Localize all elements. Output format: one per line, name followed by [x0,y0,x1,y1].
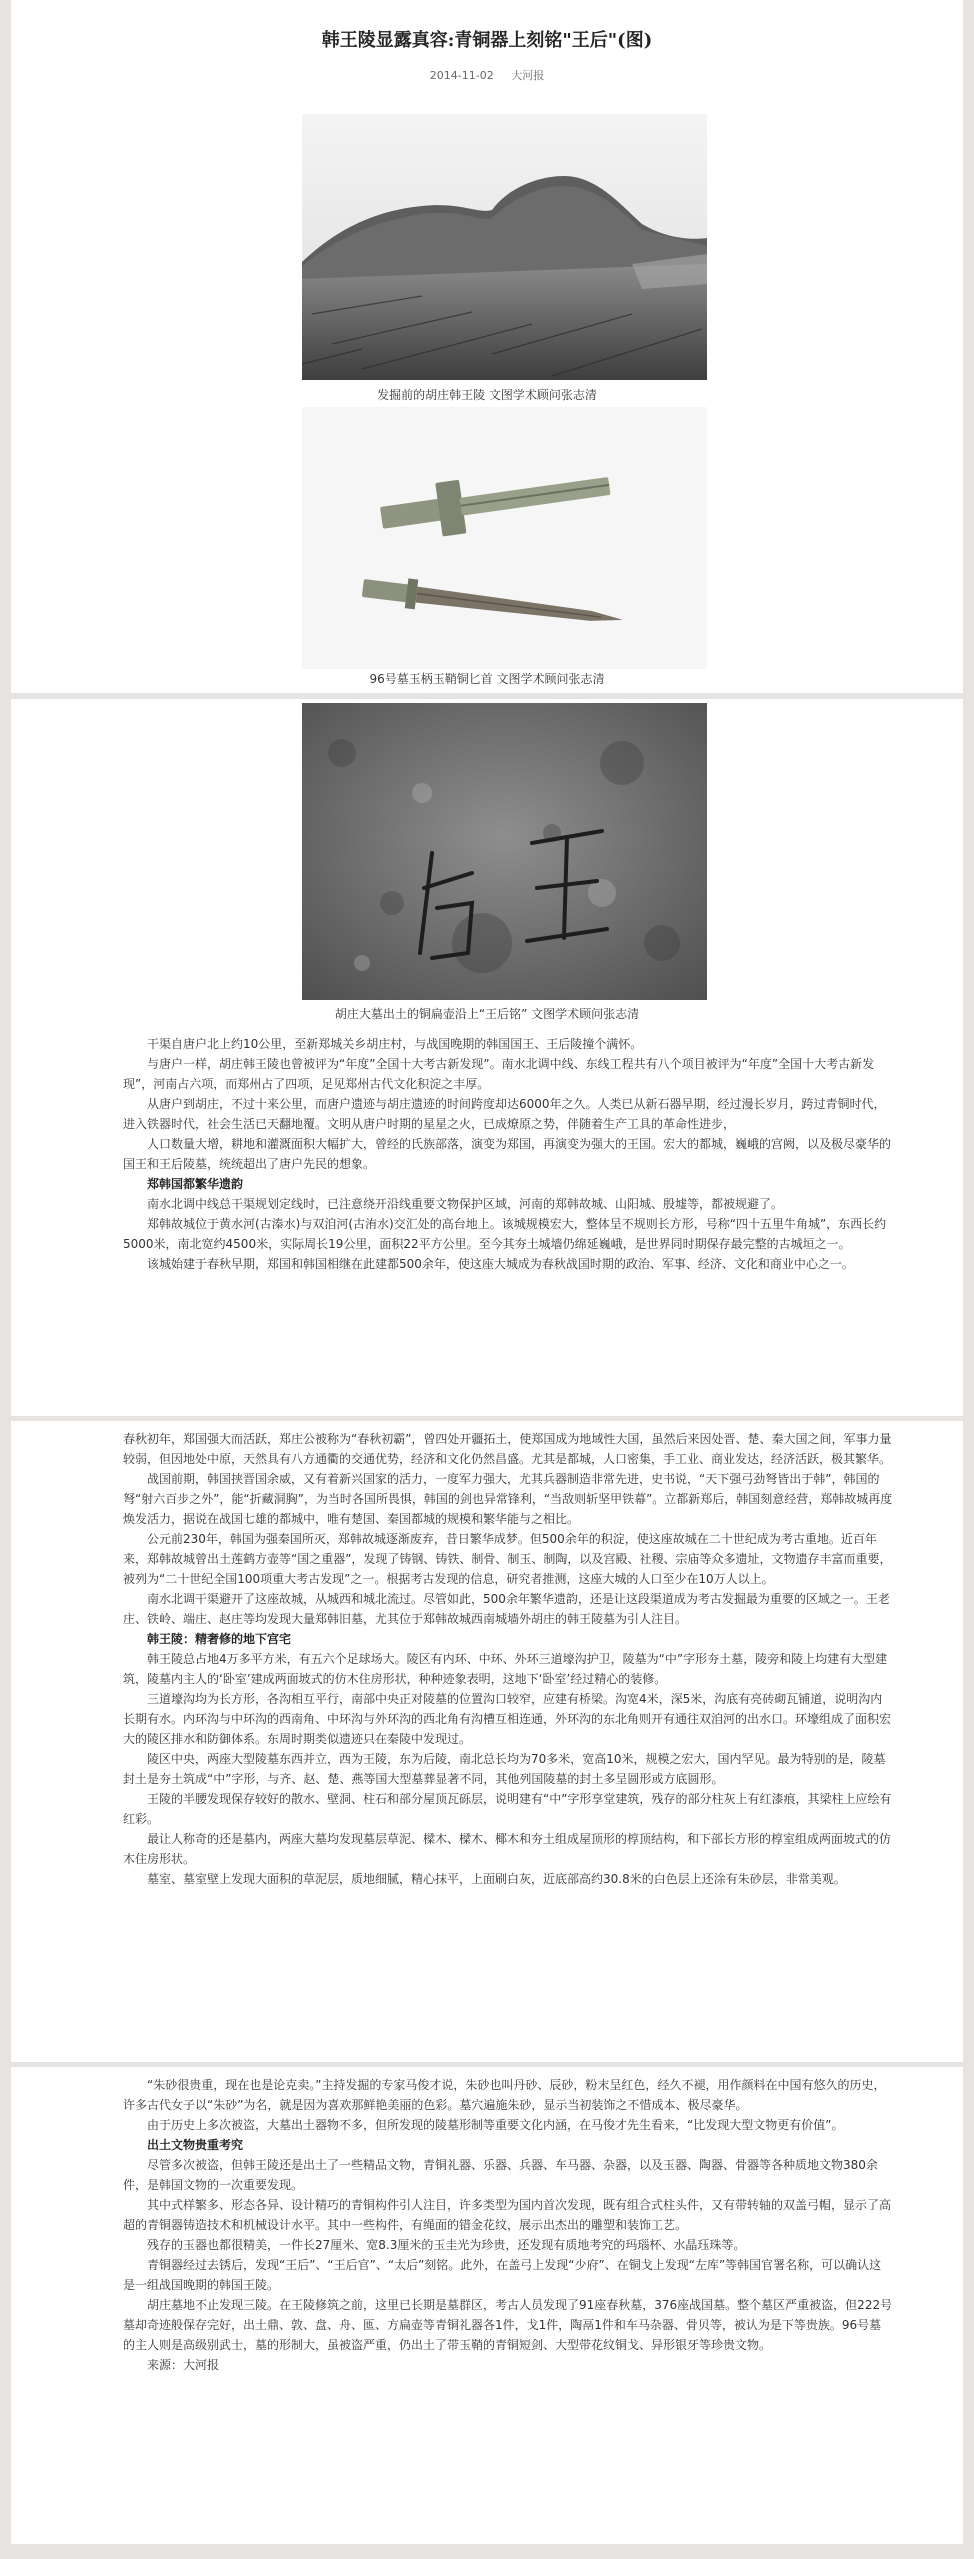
section-2-body [123,1429,893,1889]
paragraph: 战国前期，韩国挟晋国余威，又有着新兴国家的活力，一度军力强大，尤其兵器制造非常先进，史书说，“天下强弓劲弩皆出于韩”，韩国的弩“射六百步之外”，能“折藏洞胸”，为当时各国所畏惧，韩国的剑也异常锋利，“当敌则斩坚甲铁幕”。立都新郑后，韩国刻意经营，郑韩故城再度焕发活力，据说在战国七雄的都城中，唯有楚国、秦国都城的规模和繁华能与之相比。 [123,1472,893,1526]
article-title: 韩王陵显露真容:青铜器上刻铭"王后"(图) [321,30,653,51]
figure-caption-1: 发掘前的胡庄韩王陵 文图学术顾问张志清 [377,388,597,402]
paragraph: 该城始建于春秋早期，郑国和韩国相继在此建都500余年，使这座大城成为春秋战国时期的政治、军事、经济、文化和商业中心之一。 [147,1257,854,1271]
paragraph: 陵区中央，两座大型陵墓东西并立，西为王陵，东为后陵，南北总长均为70多米，宽高10米，规模之宏大，国内罕见。最为特别的是，陵墓封土是夯土筑成“中”字形，与齐、赵、楚、燕等国大型墓葬显著不同，其他列国陵墓的封土多呈圆形或方底圆形。 [123,1752,886,1786]
article-section-panel-3 [11,2067,963,2544]
paragraph: 南水北调中线总干渠规划定线时，已注意绕开沿线重要文物保护区域，河南的郑韩故城、山阳城、殷墟等，都被规避了。 [147,1197,784,1211]
section-heading: 韩王陵：精奢修的地下宫宅 [147,1632,292,1646]
article-section-panel-1 [11,699,963,1416]
paragraph: 公元前230年，韩国为强秦国所灭，郑韩故城逐渐废弃，昔日繁华成梦。但500余年的积淀，使这座故城在二十世纪成为考古重地。近百年来，郑韩故城曾出土莲鹤方壶等“国之重器”，发现了铸钢、铸铁、制骨、制玉、制陶，以及宫殿、社稷、宗庙等众多遗址，文物遗存丰富而重要，被列为“二十世纪全国100项重大考古发现”之一。根据考古发现的信息，研究者推测，这座大城的人口至少在10万人以上。 [123,1532,892,1586]
paragraph: 胡庄墓地不止发现三陵。在王陵修筑之前，这里已长期是墓群区，考古人员发现了91座春秋墓，376座战国墓。整个墓区严重被盗，但222号墓却奇迹般保存完好，出土鼎、敦、盘、舟、匜、方扁壶等青铜礼器各1件，戈1件，陶鬲1件和车马杂器、骨贝等，被认为是下等贵族。96号墓的主人则是高级别武士，墓的形制大，虽被盗严重，仍出土了带玉鞘的青铜短剑、大型带花纹铜戈、异形银牙等珍贵文物。 [123,2298,893,2352]
section-1-body [123,1034,893,1274]
article-meta [11,67,963,83]
paragraph: 三道壕沟均为长方形，各沟相互平行，南部中央正对陵墓的位置沟口较窄，应建有桥梁。沟宽4米，深5米，沟底有亮砖砌瓦铺道，说明沟内长期有水。内环沟与中环沟的西南角、中环沟与外环沟的西北角有沟槽互相连通，外环沟的东北角则开有通往双洎河的出水口。环壕组成了面积宏大的陵区排水和防御体系。东周时期类似遗迹只在秦陵中发现过。 [123,1692,892,1746]
paragraph: 与唐户一样，胡庄韩王陵也曾被评为“年度”全国十大考古新发现”。南水北调中线、东线工程共有八个项目被评为“年度”全国十大考古新发现”，河南占六项，而郑州占了四项，足见郑州古代文化积淀之丰厚。 [123,1057,875,1091]
paragraph: “朱砂很贵重，现在也是论克卖。”主持发掘的专家马俊才说，朱砂也叫丹砂、辰砂，粉末呈红色，经久不褪，用作颜料在中国有悠久的历史，许多古代女子以“朱砂”为名，就是因为喜欢那鲜艳美丽的色彩。墓穴遍施朱砂，显示当初装饰之不惜成本、极尽豪华。 [123,2078,886,2112]
photo-bronze-pot-inscription [302,703,707,1000]
source-credit: 来源：大河报 [147,2358,220,2372]
paragraph: 王陵的半腰发现保存较好的散水、壁洞、柱石和部分屋顶瓦砾层，说明建有“中”字形享堂建筑，残存的部分柱灰上有红漆痕，其梁柱上应绘有红彩。 [123,1792,892,1826]
paragraph: 残存的玉器也都很精美，一件长27厘米、宽8.3厘米的玉圭光为珍贵，还发现有质地考究的玛瑙杯、水晶珏珠等。 [147,2238,746,2252]
article-source: 大河报 [511,69,545,82]
section-heading: 郑韩国都繁华遗韵 [147,1177,244,1191]
paragraph: 人口数量大增，耕地和灌溉面积大幅扩大，曾经的氏族部落，演变为郑国，再演变为强大的王国。宏大的都城，巍峨的宫阙，以及极尽豪华的国王和王后陵墓，统统超出了唐户先民的想象。 [123,1137,892,1171]
paragraph: 其中式样繁多、形态各异、设计精巧的青铜构件引人注目，许多类型为国内首次发现，既有组合式柱头件，又有带转轴的双盖弓帽，显示了高超的青铜器铸造技术和机械设计水平。其中一些构件，有绳面的错金花纹，展示出杰出的雕塑和装饰工艺。 [123,2198,892,2232]
paragraph: 韩王陵总占地4万多平方米，有五六个足球场大。陵区有内环、中环、外环三道壕沟护卫，陵墓为“中”字形夯土墓，陵旁和陵上均建有大型建筑，陵墓内主人的‘卧室’建成两面坡式的仿木住房形状，种种迹象表明，这地下‘卧室’经过精心的装修。 [123,1652,888,1686]
paragraph: 郑韩故城位于黄水河(古溱水)与双洎河(古洧水)交汇处的高台地上。该城规模宏大，整体呈不规则长方形，号称“四十五里牛角城”，东西长约5000米，南北宽约4500米，实际周长19公里，面积22平方公里。至今其夯土城墙仍绵延巍峨，是世界同时期保存最完整的古城垣之一。 [123,1217,887,1251]
paragraph: 干渠自唐户北上约10公里，至新郑城关乡胡庄村，与战国晚期的韩国国王、王后陵撞个满怀。 [147,1037,643,1051]
section-heading: 出土文物贵重考究 [147,2138,244,2152]
paragraph: 墓室、墓室壁上发现大面积的草泥层，质地细腻，精心抹平，上面刷白灰，近底部高约30.8米的白色层上还涂有朱砂层，非常美观。 [147,1872,846,1886]
photo-han-king-tomb-mounds [302,114,707,380]
paragraph: 尽管多次被盗，但韩王陵还是出土了一些精品文物，青铜礼器、乐器、兵器、车马器、杂器，以及玉器、陶器、骨器等各种质地文物380余件，是韩国文物的一次重要发现。 [123,2158,878,2192]
article-section-panel-2 [11,1421,963,2062]
paragraph: 由于历史上多次被盗，大墓出土器物不多，但所发现的陵墓形制等重要文化内涵，在马俊才先生看来，“比发现大型文物更有价值”。 [147,2118,844,2132]
paragraph: 青铜器经过去锈后，发现“王后”、“王后官”、“太后”刻铭。此外，在盖弓上发现“少府”、在铜戈上发现“左库”等韩国官署名称，可以确认这是一组战国晚期的韩国王陵。 [123,2258,882,2292]
figure-caption-2: 96号墓玉柄玉鞘铜匕首 文图学术顾问张志清 [369,672,605,686]
article-header-panel [11,0,963,693]
paragraph: 春秋初年，郑国强大而活跃，郑庄公被称为“春秋初霸”，曾四处开疆拓土，使郑国成为地域性大国，虽然后来因处晋、楚、秦大国之间，军事力量较弱，但因地处中原，天然具有八方通衢的交通优势，经济和文化仍然昌盛。尤其是都城，人口密集，手工业、商业发达，经济活跃，极其繁华。 [123,1432,892,1466]
paragraph: 南水北调干渠避开了这座故城，从城西和城北流过。尽管如此，500余年繁华遗韵，还是让这段渠道成为考古发掘最为重要的区域之一。王老庄、铁岭、端庄、赵庄等均发现大量郑韩旧墓，尤其位于郑韩故城西南城墙外胡庄的韩王陵墓为引人注目。 [123,1592,890,1626]
article-date: 2014-11-02 [429,69,494,82]
figure-caption-3: 胡庄大墓出土的铜扁壶沿上“王后铭” 文图学术顾问张志清 [334,1007,640,1021]
paragraph: 从唐户到胡庄，不过十来公里，而唐户遗迹与胡庄遗迹的时间跨度却达6000年之久。人类已从新石器早期，经过漫长岁月，跨过青铜时代，进入铁器时代，社会生活已天翻地覆。文明从唐户时期的星星之火，已成燎原之势，伴随着生产工具的革命性进步， [123,1097,886,1131]
photo-jade-handle-bronze-dagger [302,407,707,669]
paragraph: 最让人称奇的还是墓内，两座大墓均发现墓层草泥、樑木、樑木、椰木和夯土组成屋顶形的椁顶结构，和下部长方形的椁室组成两面坡式的仿木住房形状。 [123,1832,892,1866]
section-3-body [123,2075,893,2375]
